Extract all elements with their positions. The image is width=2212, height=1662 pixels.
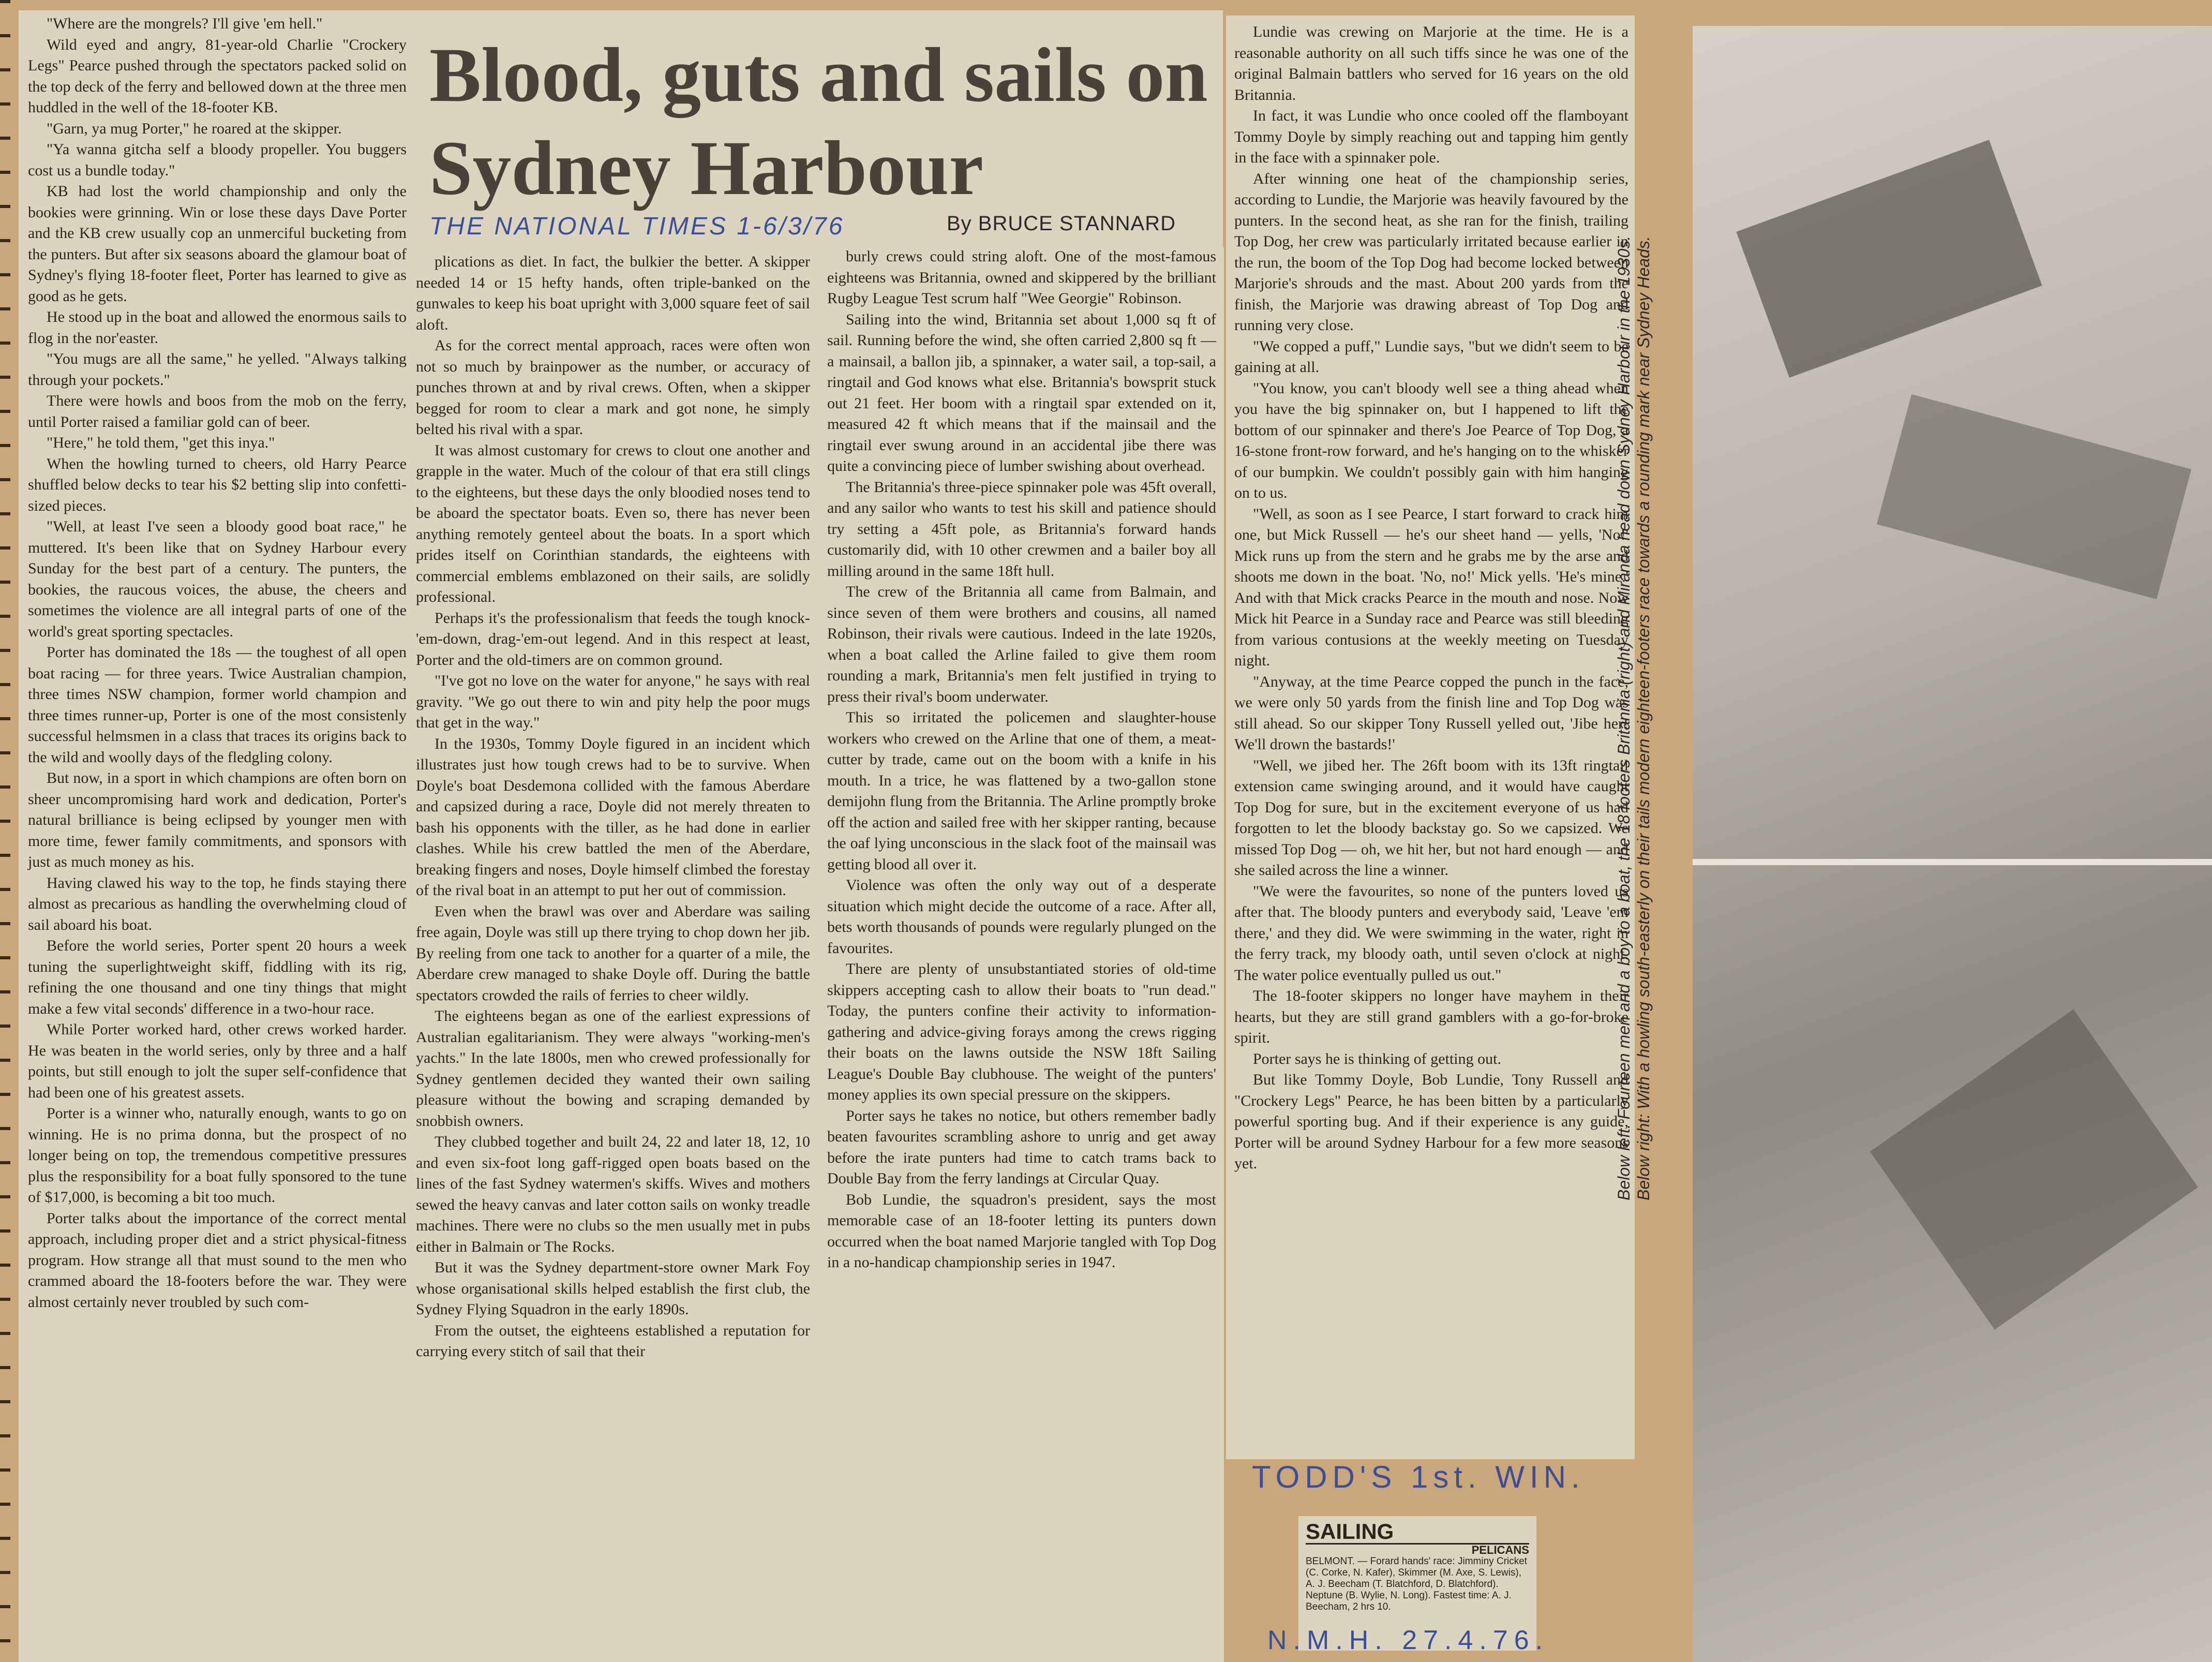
byline: By BRUCE STANNARD bbox=[947, 212, 1176, 235]
article-paragraph: "Ya wanna gitcha self a bloody propeller. You buggers cost us a bundle today." bbox=[28, 141, 407, 179]
article-paragraph: The eighteens began as one of the earliest expressions of Australian egalitarianism. They were always "working-men's yachts." In the late 1800s, men who crewed professionally for Sydney gentlemen decided they wanted their own sailing pleasure without the bowing and scraping demanded by snobbish owners. bbox=[416, 1007, 810, 1130]
results-subheading: PELICANS bbox=[1471, 1544, 1529, 1556]
article-paragraph: "We copped a puff," Lundie says, "but we didn't seem to be gaining at all. bbox=[1234, 337, 1628, 376]
sail-shape bbox=[1877, 394, 2191, 599]
article-paragraph: Porter is a winner who, naturally enough, wants to go on winning. He is no prima donna, but the prospect of no longer being on top, the tremendous competitive pressures plus the responsibility for a boat fully sponsored to the tune of $17,000, is becoming a bit too much. bbox=[28, 1105, 407, 1206]
headline: Blood, guts and sails on Sydney Harbour bbox=[429, 32, 1208, 211]
article-column-2 bbox=[409, 248, 817, 1662]
article-paragraph: "You know, you can't bloody well see a thing ahead when you have the big spinnaker on, but I happened to lift the bottom of our spinnaker and there's Joe Pearce of Top Dog, a 16-stone front-row forward, and he's hanging on to the whisker of our bumpkin. We couldn't possibly gain with him hanging on to us. bbox=[1234, 379, 1628, 501]
article-paragraph: As for the correct mental approach, races were often won not so much by brainpower as the number, or accuracy of punches thrown at and by rival crews. Often, when a skipper begged for room to clear a mark and got none, he simply belted his rival with a spar. bbox=[416, 337, 810, 438]
article-paragraph: Violence was often the only way out of a desperate situation which might decide the outcome of a race. After all, bets worth thousands of pounds were regularly plunged on the favourites. bbox=[827, 877, 1216, 957]
article-paragraph: "Well, we jibed her. The 26ft boom with its 13ft ringtail extension came swinging around, and it would have caught Top Dog for sure, but in the excitement everyone of us had forgotten to let the bloody backstay go. So we capsized. We missed Top Dog — oh, we hit her, but not hard enough — and she sailed across the line a winner. bbox=[1234, 756, 1628, 879]
article-paragraph: It was almost customary for crews to clout one another and grapple in the water. Much of the colour of that era still clings to the eighteens, but these days the only bloodied noses tend to be aboard the spectator boats. Even so, there has never been anything remotely genteel about the boats. In a sport which prides itself on Corinthian standards, the eighteens with commercial emblems emblazoned on their sails, are solidly professional. bbox=[416, 441, 810, 605]
article-paragraph: This so irritated the policemen and slaughter-house workers who crewed on the Arline that one of them, a meat-cutter by trade, came out on the boom with a knife in his mouth. In a trice, he was flattened by a two-gallon stone demijohn flung from the Britannia. The Arline promptly broke off the action and sailed free with her skipper ranting, because the oaf lying unconscious in the slack foot of the mainsail was getting blood all over it. bbox=[827, 709, 1216, 873]
sail-shape bbox=[1870, 1009, 2198, 1329]
article-paragraph: "You mugs are all the same," he yelled. "Always talking through your pockets." bbox=[28, 350, 407, 389]
results-text: BELMONT. — Forard hands' race: Jimminy Cricket (C. Corke, N. Kafer), Skimmer (M. Axe, S. Lewis), A. J. Beecham (T. Blatchford, D. Blatchford). Neptune (B. Wylie, N. Long). Fastest time: A. J. Beecham, 2 hrs 10. bbox=[1306, 1556, 1528, 1612]
article-paragraph: burly crews could string aloft. One of the most-famous eighteens was Britannia, owned and skippered by the brilliant Rugby League Test scrum half "Wee Georgie" Robinson. bbox=[827, 248, 1216, 307]
article-paragraph: "Here," he told them, "get this inya." bbox=[47, 434, 275, 451]
article-paragraph: He stood up in the boat and allowed the enormous sails to flog in the nor'easter. bbox=[28, 308, 407, 347]
article-paragraph: Porter says he is thinking of getting out. bbox=[1253, 1050, 1501, 1067]
article-paragraph: Before the world series, Porter spent 20 hours a week tuning the superlightweight skiff, fiddling with its rig, refining the one thousand and one tiny things that might make a few vital seconds' difference in a two-hour race. bbox=[28, 937, 407, 1017]
article-paragraph: From the outset, the eighteens established a reputation for carrying every stitch of sail that their bbox=[416, 1322, 810, 1360]
article-paragraph: After winning one heat of the championship series, according to Lundie, the Marjorie was heavily favoured by the punters. In the second heat, as she ran for the finish, trailing Top Dog, her crew was particularly irritated because earlier in the run, the boom of the Top Dog had become locked between Marjorie's shrouds and the mast. About 200 yards from the finish, the Marjorie was drawing abreast of Top Dog and running very close. bbox=[1234, 170, 1628, 334]
article-paragraph: KB had lost the world championship and only the bookies were grinning. Win or lose these days Dave Porter and the KB crew usually cop an unmerciful bucketing from the punters. But after six seasons aboard the glamour boat of Sydney's flying 18-footer fleet, Porter has learned to give as good as he gets. bbox=[28, 183, 407, 305]
article-paragraph: The crew of the Britannia all came from Balmain, and since seven of them were brothers and cousins, all named Robinson, their rivals were cautious. Indeed in the late 1920s, when a boat called the Arline failed to give them room rounding a mark, Britannia's men felt justified in trying to press their rival's boom underwater. bbox=[827, 583, 1216, 705]
article-column-4 bbox=[1227, 19, 1636, 1457]
article-column-3 bbox=[820, 243, 1223, 1614]
photo-divider bbox=[1693, 859, 2212, 865]
article-paragraph: "Well, as soon as I see Pearce, I start forward to crack him one, but Mick Russell — he's our sheet hand — yells, 'No!' Mick runs up from the stern and he grabs me by the arse and shoots me down in the boat. 'No, no!' Mick yells. 'He's mine.' And with that Mick cracks Pearce in the mouth and nose. Now Mick hit Pearce in a Sunday race and Pearce was still bleeding from various contusions at the weekly meeting on Tuesday night. bbox=[1234, 505, 1628, 669]
article-paragraph: Lundie was crewing on Marjorie at the time. He is a reasonable authority on all such tiffs since he was one of the original Balmain battlers who served for 16 years on the old Britannia. bbox=[1234, 23, 1628, 103]
article-paragraph: Porter says he takes no notice, but others remember badly beaten favourites scrambling ashore to unrig and get away before the irate punters had time to catch trams back to Double Bay from the ferry landings at Circular Quay. bbox=[827, 1107, 1216, 1187]
article-paragraph: "Where are the mongrels? I'll give 'em hell." bbox=[47, 15, 323, 32]
sailing-photo bbox=[1693, 26, 2212, 1662]
article-paragraph: "Well, at least I've seen a bloody good boat race," he muttered. It's been like that on Sydney Harbour every Sunday for the best part of a century. The punters, the bookies, the raucous voices, the abuse, the cheers and sometimes the violence are all integral parts of one of the world's great sporting spectacles. bbox=[28, 518, 407, 640]
article-paragraph: In fact, it was Lundie who once cooled off the flamboyant Tommy Doyle by simply reaching out and tapping him gently in the face with a spinnaker pole. bbox=[1234, 107, 1628, 166]
caption-line: Below left: Fourteen men and a boy to a boat, the 18 footers Britannia (right) and Miranda head down Sydney Harbour in the 1930s. bbox=[1615, 235, 1633, 1200]
article-paragraph: Having clawed his way to the top, he finds staying there almost as precarious as handling the overwhelming cloud of sail aboard his boat. bbox=[28, 874, 407, 933]
article-paragraph: They clubbed together and built 24, 22 and later 18, 12, 10 and even six-foot long gaff-rigged open boats based on the lines of the fast Sydney watermen's skiffs. Wives and mothers sewed the heavy canvas and later cotton sails on wonky treadle machines. There were no clubs so the men usually met in pubs either in Balmain or The Rocks. bbox=[416, 1133, 810, 1255]
sail-shape bbox=[1736, 140, 2042, 378]
article-paragraph: Porter has dominated the 18s — the toughest of all open boat racing — for three years. Twice Australian champion, three times NSW champion, former world champion and three times runner-up, Porter is one of the most consistenly successful helmsmen in a class that traces its origins back to the wild and woolly days of the fledgling colony. bbox=[28, 644, 407, 766]
article-paragraph: "I've got no love on the water for anyone," he says with real gravity. "We go out there to win and pity help the poor mugs that get in the way." bbox=[416, 672, 810, 731]
caption-line: Below right: With a howling south-easterly on their tails modern eighteen-footers race towards a rounding mark near Sydney Heads. bbox=[1634, 236, 1653, 1200]
article-paragraph: Wild eyed and angry, 81-year-old Charlie "Crockery Legs" Pearce pushed through the spectators packed solid on the top deck of the ferry and bellowed down at the three men huddled in the well of the 18-footer KB. bbox=[28, 36, 407, 116]
article-paragraph: Bob Lundie, the squadron's president, says the most memorable case of an 18-footer letting its punters down occurred when the boat named Marjorie tangled with Top Dog in a no-handicap championship series in 1947. bbox=[827, 1191, 1216, 1271]
article-paragraph: Even when the brawl was over and Aberdare was sailing free again, Doyle was still up there trying to chop down her jib. By reeling from one tack to another for a quarter of a mile, the Aberdare crew managed to shake Doyle off. During the battle spectators crowded the rails of ferries to cheer wildly. bbox=[416, 902, 810, 1004]
handwritten-date: N.M.H. 27.4.76. bbox=[1267, 1625, 1549, 1655]
handwritten-win-note: TODD'S 1st. WIN. bbox=[1252, 1460, 1585, 1494]
article-paragraph: Porter talks about the importance of the correct mental approach, including proper diet and a strict physical-fitness program. How strange all that must sound to the men who crammed aboard the 18-footers before the war. They were almost certainly never troubled by such com- bbox=[28, 1209, 407, 1311]
article-paragraph: But like Tommy Doyle, Bob Lundie, Tony Russell and "Crockery Legs" Pearce, he has been bitten by a particularly powerful sporting bug. And if their experience is any guide, Porter will be around Sydney Harbour for a few more seasons yet. bbox=[1234, 1071, 1628, 1172]
article-paragraph: Perhaps it's the professionalism that feeds the tough knock-'em-down, drag-'em-out legend. And in this respect at least, Porter and the old-timers are on common ground. bbox=[416, 609, 810, 669]
article-paragraph: But now, in a sport in which champions are often born on sheer uncompromising hard work and dedication, Porter's natural brilliance is being eclipsed by younger men with more time, fewer family commitments, and sponsors with just as much money as his. bbox=[28, 769, 407, 870]
article-paragraph: There are plenty of unsubstantiated stories of old-time skippers accepting cash to allow their boats to "run dead." Today, the punters confine their activity to information-gathering and advice-giving forays among the crews rigging their boats on the lawns outside the NSW 18ft Sailing League's Double Bay clubhouse. The weight of the punters' money applies its own special pressure on the skippers. bbox=[827, 960, 1216, 1103]
scrapbook-binding bbox=[0, 0, 10, 1662]
photo-caption bbox=[1614, 93, 1655, 1200]
article-paragraph: When the howling turned to cheers, old Harry Pearce shuffled below decks to tear his $2 betting slip into confetti-sized pieces. bbox=[28, 455, 407, 514]
article-paragraph: But it was the Sydney department-store owner Mark Foy whose organisational skills helped establish the first club, the Sydney Flying Squadron in the early 1890s. bbox=[416, 1259, 810, 1318]
article-paragraph: The 18-footer skippers no longer have mayhem in their hearts, but they are still grand gamblers with a go-for-broke spirit. bbox=[1234, 987, 1628, 1046]
article-paragraph: Sailing into the wind, Britannia set about 1,000 sq ft of sail. Running before the wind, she often carried 2,800 sq ft — a mainsail, a ballon jib, a spinnaker, a water sail, a top-sail, a ringtail and God knows what else. Britannia's bowsprit stuck out 21 feet. Her boom with a ringtail spar extended on it, measured 42 ft which means that if the mainsail and the ringtail ever swung around in an accidental jibe there was quite a convincing piece of lumber swishing about overhead. bbox=[827, 310, 1216, 474]
handwritten-source-note: THE NATIONAL TIMES 1-6/3/76 bbox=[429, 213, 845, 240]
results-heading: SAILING bbox=[1306, 1520, 1529, 1545]
article-paragraph: "We were the favourites, so none of the punters loved us after that. The bloody punters and everybody said, 'Leave 'em there,' and they did. We were swimming in the water, right in the ferry track, my bloody oath, until seven o'clock at night. The water police eventually pulled us out." bbox=[1234, 882, 1628, 984]
article-paragraph: "Garn, ya mug Porter," he roared at the skipper. bbox=[47, 120, 342, 137]
article-paragraph: plications as diet. In fact, the bulkier the better. A skipper needed 14 or 15 hefty hands, often triple-banked on the gunwales to keep his boat upright with 3,000 square feet of sail aloft. bbox=[416, 253, 810, 333]
article-paragraph: "Anyway, at the time Pearce copped the punch in the face, we were only 50 yards from the finish line and Top Dog was still ahead. So our skipper Tony Russell yelled out, 'Jibe her! We'll drown the bastards!' bbox=[1234, 673, 1628, 753]
photo-caption-text bbox=[1614, 93, 1655, 1200]
article-paragraph: There were howls and boos from the mob on the ferry, until Porter raised a familiar gold can of beer. bbox=[28, 392, 407, 431]
article-paragraph: In the 1930s, Tommy Doyle figured in an incident which illustrates just how tough crews had to be to survive. When Doyle's boat Desdemona collided with the famous Aberdare and capsized during a race, Doyle did not merely threaten to bash his opponents with the tiller, as he had done in earlier clashes. While his crew battled the men of the Aberdare, breaking fingers and noses, Doyle himself climbed the forestay of the rival boat in an attempt to put her out of commission. bbox=[416, 735, 810, 899]
article-column-1 bbox=[21, 10, 414, 1662]
article-paragraph: The Britannia's three-piece spinnaker pole was 45ft overall, and any sailor who wants to test his skill and patience should try setting a 45ft pole, as Britannia's forward hands customarily did, with 10 other crewmen and a bailer boy all milling around in the same 18ft hull. bbox=[827, 478, 1216, 580]
article-paragraph: While Porter worked hard, other crews worked harder. He was beaten in the world series, only by three and a half points, but still enough to jolt the super self-confidence that had been one of his greatest assets. bbox=[28, 1021, 407, 1101]
